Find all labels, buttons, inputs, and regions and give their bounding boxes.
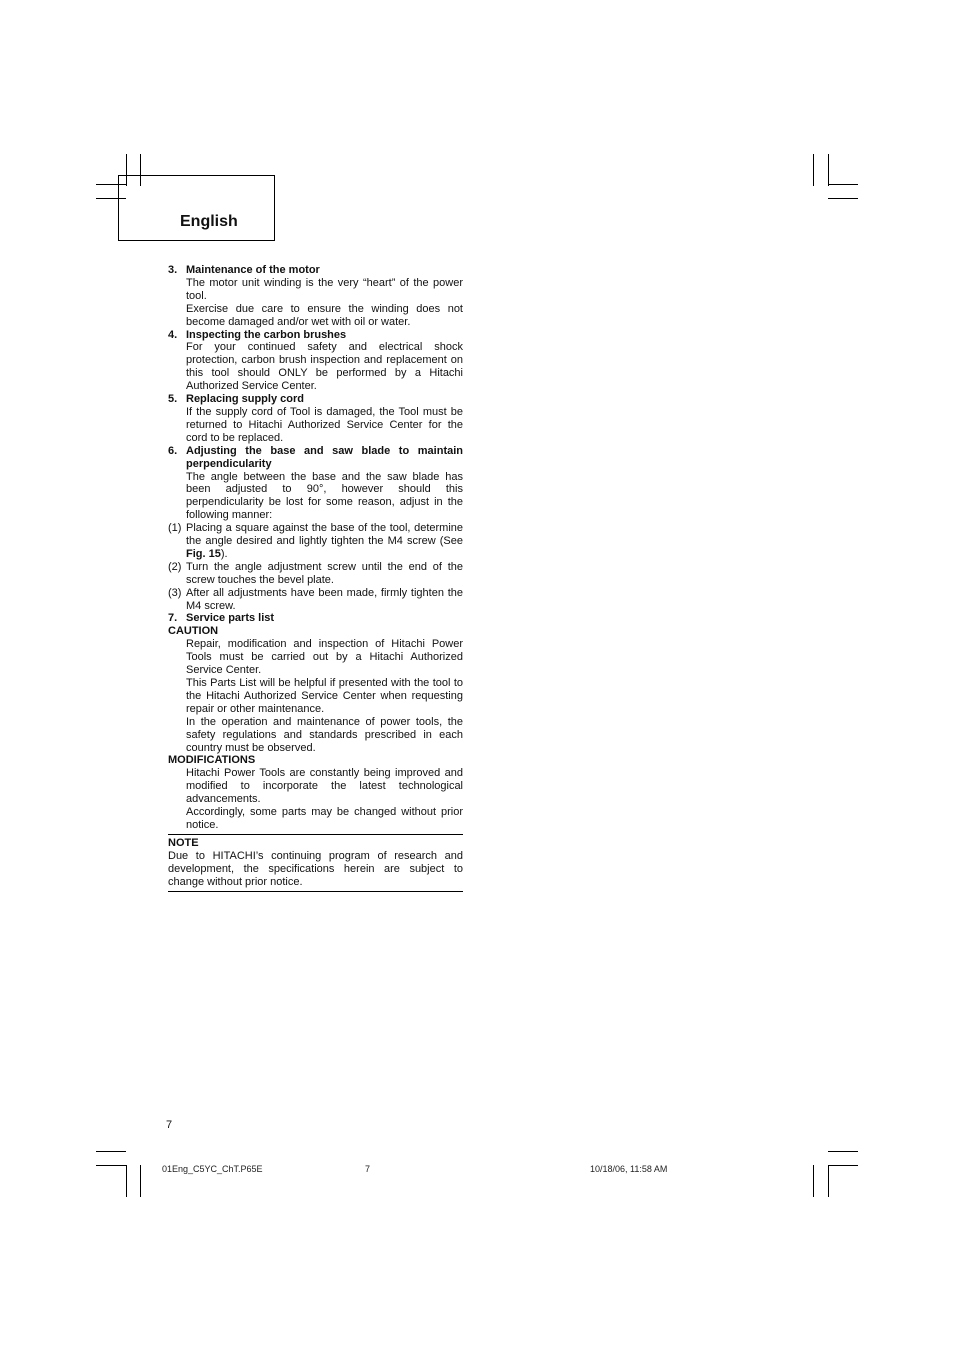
footer-file-name: 01Eng_C5YC_ChT.P65E (162, 1164, 263, 1174)
section-title: Maintenance of the motor (186, 264, 320, 276)
section-number: 7. (168, 612, 178, 625)
modifications-paragraph: Accordingly, some parts may be changed without prior notice. (186, 806, 463, 831)
section-title: Service parts list (186, 612, 275, 625)
modifications-paragraph: Hitachi Power Tools are constantly being improved and modified to incorporate the latest technological advancements. (186, 767, 463, 806)
crop-mark (828, 1165, 858, 1166)
caution-paragraph: Repair, modification and inspection of Hitachi Power Tools must be carried out by a Hitachi Authorized Service Center. (186, 638, 463, 677)
caution-paragraph: In the operation and maintenance of power tools, the safety regulations and standards prescribed in each country must be observed. (186, 715, 463, 754)
section-5 (168, 393, 463, 445)
section-7 (168, 612, 463, 625)
step-text-part: Placing a square against the base of the tool, determine the angle desired and lightly tighten the M4 screw (See (186, 522, 463, 548)
maintenance-column (168, 264, 463, 892)
note-box (168, 834, 463, 892)
step-number: (3) (168, 586, 182, 599)
section-6 (168, 445, 463, 522)
crop-mark (126, 1165, 127, 1197)
crop-mark (828, 1151, 858, 1152)
crop-mark (828, 1165, 829, 1197)
crop-mark (813, 154, 814, 186)
section-number: 3. (168, 264, 178, 276)
section-3 (168, 264, 463, 329)
section-paragraph: The angle between the base and the saw blade has been adjusted to 90°, however should this perpendicularity be lost for some reason, adjust in the following manner: (186, 470, 463, 522)
section-title: Inspecting the carbon brushes (186, 328, 347, 341)
section-title: Adjusting the base and saw blade to maintain perpendicularity (186, 444, 463, 470)
caution-paragraph: This Parts List will be helpful if presented with the tool to the Hitachi Authorized Service Center when requesting repair or other maintenance. (186, 677, 463, 715)
note-heading: NOTE (168, 836, 199, 849)
section-paragraph: For your continued safety and electrical shock protection, carbon brush inspection and replacement on this tool should ONLY be performed by a Hitachi Authorized Service Center. (186, 341, 463, 393)
crop-mark (140, 1165, 141, 1197)
figure-reference: Fig. 15 (186, 547, 221, 560)
section-paragraph: The motor unit winding is the very “heart” of the power tool. (186, 276, 463, 302)
step-number: (1) (168, 522, 182, 535)
crop-mark (813, 1165, 814, 1197)
footer-page-number: 7 (365, 1164, 371, 1174)
language-label: English (180, 213, 238, 230)
modifications-heading: MODIFICATIONS (168, 754, 256, 767)
note-text: Due to HITACHI’s continuing program of research and development, the specifications herein are subject to change without prior notice. (168, 849, 463, 888)
crop-mark (828, 184, 858, 185)
page-number: 7 (166, 1119, 173, 1131)
section-paragraph: Exercise due care to ensure the winding does not become damaged and/or wet with oil or water. (186, 302, 463, 328)
crop-mark (96, 1151, 126, 1152)
caution-heading: CAUTION (168, 625, 219, 638)
step-2 (168, 561, 463, 587)
crop-mark (828, 154, 829, 186)
footer-timestamp: 10/18/06, 11:58 AM (590, 1164, 668, 1174)
section-number: 5. (168, 393, 178, 406)
section-paragraph: If the supply cord of Tool is damaged, the Tool must be returned to Hitachi Authorized Service Center for the cord to be replaced. (186, 405, 463, 444)
section-number: 4. (168, 328, 178, 341)
step-text (186, 522, 463, 561)
crop-mark (828, 198, 858, 199)
crop-mark (96, 1165, 126, 1166)
step-number: (2) (168, 560, 182, 573)
step-1 (168, 522, 463, 561)
step-text: After all adjustments have been made, firmly tighten the M4 screw. (186, 586, 463, 612)
step-3 (168, 587, 463, 613)
step-text: Turn the angle adjustment screw until the end of the screw touches the bevel plate. (186, 560, 463, 586)
section-title: Replacing supply cord (186, 393, 304, 406)
section-number: 6. (168, 444, 178, 457)
step-text-part: ). (220, 547, 228, 560)
section-4 (168, 329, 463, 394)
